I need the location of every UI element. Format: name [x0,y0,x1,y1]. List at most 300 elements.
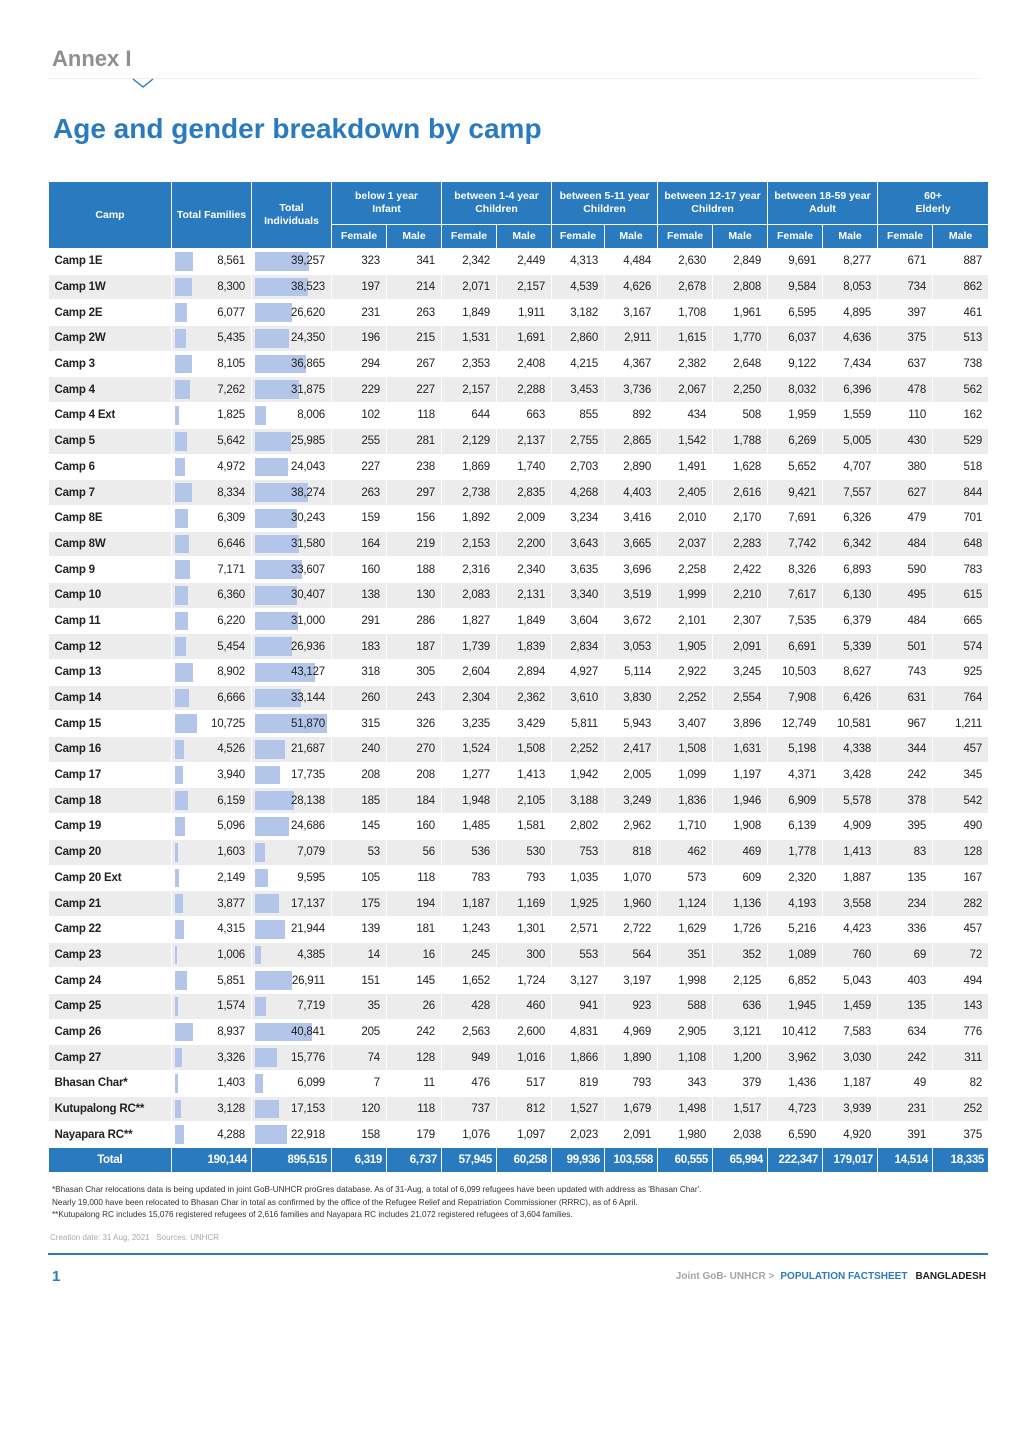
total-cell: 179,017 [823,1148,878,1173]
table-cell: 1,740 [497,454,552,480]
cell-value: 7,079 [297,846,325,859]
table-row [49,1122,989,1148]
table-cell: 194 [387,891,442,917]
annex-divider [48,78,980,79]
table-cell: 375 [878,326,933,352]
table-cell: 1,498 [658,1096,713,1122]
table-cell: 490 [933,814,989,840]
total-families-cell [172,1019,252,1045]
camp-name-cell: Camp 22 [49,916,172,942]
table-cell: 1,099 [658,762,713,788]
table-cell: 2,038 [713,1122,768,1148]
table-row [49,814,989,840]
total-families-cell [172,1045,252,1071]
table-cell: 10,412 [768,1019,823,1045]
table-cell: 7,742 [768,531,823,557]
table-cell: 476 [442,1071,497,1097]
camp-name-cell: Camp 20 Ext [49,865,172,891]
table-cell: 10,503 [768,660,823,686]
table-cell: 737 [442,1096,497,1122]
table-cell: 508 [713,403,768,429]
table-cell: 267 [387,351,442,377]
table-row [49,274,989,300]
table-cell: 35 [332,993,387,1019]
table-cell: 3,736 [605,377,658,403]
table-cell: 1,187 [442,891,497,917]
total-individuals-cell [252,916,332,942]
table-row [49,300,989,326]
table-cell: 5,198 [768,737,823,763]
table-cell: 434 [658,403,713,429]
table-cell: 4,313 [552,249,605,275]
table-cell: 135 [878,993,933,1019]
total-families-cell [172,505,252,531]
table-cell: 397 [878,300,933,326]
table-row [49,968,989,994]
table-cell: 529 [933,428,989,454]
total-individuals-cell [252,1045,332,1071]
table-cell: 162 [933,403,989,429]
table-cell: 351 [658,942,713,968]
table-cell: 5,216 [768,916,823,942]
table-cell: 3,416 [605,505,658,531]
total-individuals-cell [252,428,332,454]
cell-value: 17,153 [291,1103,325,1116]
total-families-cell [172,403,252,429]
camp-name-cell: Camp 11 [49,608,172,634]
cell-value: 8,561 [217,255,245,268]
table-cell: 56 [387,839,442,865]
table-cell: 1,629 [658,916,713,942]
table-cell: 8,032 [768,377,823,403]
footer-brand [676,1271,986,1282]
table-cell: 2,554 [713,685,768,711]
cell-value: 6,309 [217,512,245,525]
table-cell: 3,672 [605,608,658,634]
table-cell: 1,016 [497,1045,552,1071]
col-group-header: between 18-59 year Adult [768,182,878,225]
table-cell: 4,371 [768,762,823,788]
table-cell: 208 [332,762,387,788]
cell-value: 6,099 [297,1077,325,1090]
cell-value: 24,350 [291,332,325,345]
table-cell: 128 [387,1045,442,1071]
total-individuals-cell [252,1019,332,1045]
table-cell: 1,778 [768,839,823,865]
table-row [49,839,989,865]
table-cell: 252 [933,1096,989,1122]
cell-value: 5,642 [217,435,245,448]
table-cell: 2,563 [442,1019,497,1045]
table-cell: 128 [933,839,989,865]
table-cell: 2,422 [713,557,768,583]
table-cell: 242 [878,1045,933,1071]
table-cell: 2,320 [768,865,823,891]
total-families-cell [172,916,252,942]
table-cell: 2,849 [713,249,768,275]
table-cell: 760 [823,942,878,968]
table-cell: 375 [933,1122,989,1148]
cell-value: 51,870 [291,717,325,730]
table-cell: 3,121 [713,1019,768,1045]
table-cell: 457 [933,737,989,763]
table-cell: 3,962 [768,1045,823,1071]
cell-value: 7,262 [217,383,245,396]
table-row [49,582,989,608]
table-cell: 949 [442,1045,497,1071]
cell-value: 1,603 [217,846,245,859]
table-row [49,428,989,454]
camp-name-cell: Camp 15 [49,711,172,737]
table-cell: 753 [552,839,605,865]
table-cell: 3,604 [552,608,605,634]
table-cell: 4,636 [823,326,878,352]
table-cell: 3,643 [552,531,605,557]
total-cell: 18,335 [933,1148,989,1173]
table-cell: 231 [878,1096,933,1122]
table-cell: 1,679 [605,1096,658,1122]
camp-name-cell: Camp 10 [49,582,172,608]
table-cell: 1,243 [442,916,497,942]
camp-name-cell: Camp 2W [49,326,172,352]
table-cell: 941 [552,993,605,1019]
table-cell: 3,188 [552,788,605,814]
table-cell: 4,626 [605,274,658,300]
total-cell: 222,347 [768,1148,823,1173]
table-cell: 479 [878,505,933,531]
camp-name-cell: Camp 19 [49,814,172,840]
page-number: 1 [52,1268,61,1285]
cell-value: 36,865 [291,358,325,371]
table-cell: 1,459 [823,993,878,1019]
total-individuals-cell [252,403,332,429]
table-cell: 4,215 [552,351,605,377]
table-cell: 282 [933,891,989,917]
cell-value: 38,523 [291,281,325,294]
table-cell: 1,960 [605,891,658,917]
table-cell: 4,969 [605,1019,658,1045]
table-cell: 2,616 [713,480,768,506]
table-cell: 462 [658,839,713,865]
table-cell: 118 [387,403,442,429]
cell-value: 26,936 [291,640,325,653]
table-cell: 3,665 [605,531,658,557]
total-individuals-cell [252,1122,332,1148]
table-cell: 8,326 [768,557,823,583]
table-cell: 2,083 [442,582,497,608]
table-cell: 2,802 [552,814,605,840]
table-cell: 143 [933,993,989,1019]
table-row [49,505,989,531]
table-cell: 188 [387,557,442,583]
table-cell: 819 [552,1071,605,1097]
cell-value: 1,006 [217,948,245,961]
cell-value: 4,288 [217,1128,245,1141]
table-cell: 175 [332,891,387,917]
table-cell: 6,139 [768,814,823,840]
table-cell: 3,053 [605,634,658,660]
table-cell: 2,405 [658,480,713,506]
table-cell: 3,245 [713,660,768,686]
table-cell: 2,288 [497,377,552,403]
camp-name-cell: Camp 25 [49,993,172,1019]
table-cell: 1,108 [658,1045,713,1071]
table-cell: 3,167 [605,300,658,326]
table-cell: 636 [713,993,768,1019]
table-cell: 573 [658,865,713,891]
table-cell: 297 [387,480,442,506]
cell-value: 30,407 [291,589,325,602]
table-cell: 380 [878,454,933,480]
table-cell: 671 [878,249,933,275]
cell-value: 2,149 [217,871,245,884]
table-cell: 2,010 [658,505,713,531]
totals-label: Total [49,1148,172,1173]
table-cell: 1,485 [442,814,497,840]
col-header-female: Female [552,225,605,249]
camp-name-cell: Camp 1W [49,274,172,300]
table-cell: 1,413 [823,839,878,865]
table-cell: 2,157 [442,377,497,403]
total-families-cell [172,865,252,891]
table-cell: 2,009 [497,505,552,531]
table-cell: 395 [878,814,933,840]
table-row [49,788,989,814]
camp-name-cell: Camp 2E [49,300,172,326]
table-cell: 1,436 [768,1071,823,1097]
table-cell: 2,353 [442,351,497,377]
table-cell: 238 [387,454,442,480]
camp-name-cell: Camp 23 [49,942,172,968]
cell-value: 6,646 [217,537,245,550]
table-row [49,377,989,403]
cell-value: 26,911 [291,974,325,987]
table-cell: 631 [878,685,933,711]
total-families-cell [172,942,252,968]
table-cell: 1,277 [442,762,497,788]
table-cell: 9,584 [768,274,823,300]
page-title: Age and gender breakdown by camp [53,113,542,144]
cell-value: 5,851 [217,974,245,987]
table-row [49,403,989,429]
table-cell: 214 [387,274,442,300]
table-cell: 3,635 [552,557,605,583]
table-cell: 4,831 [552,1019,605,1045]
total-cell: 6,737 [387,1148,442,1173]
table-cell: 518 [933,454,989,480]
table-cell: 240 [332,737,387,763]
table-cell: 138 [332,582,387,608]
table-cell: 2,808 [713,274,768,300]
cell-value: 17,735 [291,769,325,782]
total-individuals-cell [252,377,332,403]
table-cell: 197 [332,274,387,300]
table-cell: 4,423 [823,916,878,942]
table-cell: 743 [878,660,933,686]
cell-value: 10,725 [211,717,245,730]
camp-name-cell: Camp 9 [49,557,172,583]
table-cell: 2,905 [658,1019,713,1045]
table-cell: 494 [933,968,989,994]
total-individuals-cell [252,531,332,557]
table-cell: 574 [933,634,989,660]
table-cell: 9,691 [768,249,823,275]
table-cell: 2,834 [552,634,605,660]
total-families-cell [172,300,252,326]
table-cell: 1,946 [713,788,768,814]
table-cell: 145 [332,814,387,840]
table-cell: 6,037 [768,326,823,352]
table-cell: 1,890 [605,1045,658,1071]
table-cell: 793 [497,865,552,891]
table-row [49,1096,989,1122]
table-cell: 2,417 [605,737,658,763]
table-row [49,660,989,686]
cell-value: 43,127 [291,666,325,679]
cell-value: 3,940 [217,769,245,782]
footnote: **Kutupalong RC includes 15,076 registered refugees of 2,616 families and Nayapara RC includes 21,072 registered refugees of 3,604 families. [52,1210,573,1219]
table-cell: 644 [442,403,497,429]
table-cell: 892 [605,403,658,429]
table-cell: 1,708 [658,300,713,326]
table-cell: 6,269 [768,428,823,454]
col-header-male: Male [713,225,768,249]
table-cell: 2,703 [552,454,605,480]
table-cell: 776 [933,1019,989,1045]
table-cell: 5,578 [823,788,878,814]
table-cell: 5,652 [768,454,823,480]
table-cell: 1,652 [442,968,497,994]
table-cell: 1,035 [552,865,605,891]
total-individuals-cell [252,582,332,608]
total-families-cell [172,685,252,711]
table-cell: 2,137 [497,428,552,454]
total-families-cell [172,557,252,583]
table-cell: 738 [933,351,989,377]
col-header-total-families: Total Families [172,182,252,249]
table-cell: 2,129 [442,428,497,454]
total-individuals-cell [252,685,332,711]
table-cell: 3,249 [605,788,658,814]
table-cell: 818 [605,839,658,865]
table-row [49,531,989,557]
table-cell: 294 [332,351,387,377]
camp-name-cell: Camp 8W [49,531,172,557]
cell-value: 6,159 [217,794,245,807]
table-cell: 3,830 [605,685,658,711]
table-cell: 2,678 [658,274,713,300]
cell-value: 38,274 [291,486,325,499]
table-cell: 1,542 [658,428,713,454]
table-cell: 461 [933,300,989,326]
table-cell: 4,707 [823,454,878,480]
table-cell: 341 [387,249,442,275]
col-header-female: Female [658,225,713,249]
total-individuals-cell [252,968,332,994]
cell-value: 15,776 [291,1051,325,1064]
table-cell: 1,070 [605,865,658,891]
table-cell: 1,136 [713,891,768,917]
table-cell: 564 [605,942,658,968]
table-cell: 495 [878,582,933,608]
footer-country: BANGLADESH [915,1271,986,1282]
table-cell: 2,342 [442,249,497,275]
cell-value: 1,825 [217,409,245,422]
total-cell: 57,945 [442,1148,497,1173]
total-families-cell [172,351,252,377]
cell-value: 8,105 [217,358,245,371]
table-cell: 1,788 [713,428,768,454]
camp-name-cell: Kutupalong RC** [49,1096,172,1122]
col-group-header: between 5-11 year Children [552,182,658,225]
total-families-cell [172,454,252,480]
table-cell: 2,005 [605,762,658,788]
camp-name-cell: Camp 27 [49,1045,172,1071]
table-cell: 1,905 [658,634,713,660]
table-cell: 120 [332,1096,387,1122]
total-cell: 895,515 [252,1148,332,1173]
table-cell: 345 [933,762,989,788]
table-row [49,634,989,660]
table-cell: 2,210 [713,582,768,608]
table-cell: 4,484 [605,249,658,275]
table-row [49,993,989,1019]
table-cell: 3,429 [497,711,552,737]
table-cell: 4,723 [768,1096,823,1122]
table-cell: 118 [387,865,442,891]
table-cell: 1,508 [658,737,713,763]
table-cell: 286 [387,608,442,634]
table-cell: 2,258 [658,557,713,583]
camp-name-cell: Nayapara RC** [49,1122,172,1148]
camp-name-cell: Camp 5 [49,428,172,454]
table-cell: 263 [332,480,387,506]
table-row [49,891,989,917]
total-families-cell [172,711,252,737]
table-cell: 6,396 [823,377,878,403]
table-cell: 1,301 [497,916,552,942]
table-row [49,865,989,891]
table-cell: 1,999 [658,582,713,608]
table-cell: 501 [878,634,933,660]
footer-doc: POPULATION FACTSHEET [780,1271,908,1282]
table-cell: 1,908 [713,814,768,840]
table-cell: 215 [387,326,442,352]
table-cell: 1,531 [442,326,497,352]
table-cell: 1,887 [823,865,878,891]
table-row [49,916,989,942]
total-individuals-cell [252,814,332,840]
cell-value: 26,620 [291,306,325,319]
table-cell: 2,911 [605,326,658,352]
table-cell: 8,053 [823,274,878,300]
table-cell: 49 [878,1071,933,1097]
table-cell: 665 [933,608,989,634]
table-cell: 2,835 [497,480,552,506]
table-cell: 391 [878,1122,933,1148]
col-group-header: below 1 year Infant [332,182,442,225]
table-cell: 783 [933,557,989,583]
camp-name-cell: Camp 4 Ext [49,403,172,429]
total-families-cell [172,608,252,634]
col-group-header: between 12-17 year Children [658,182,768,225]
table-cell: 234 [878,891,933,917]
table-cell: 6,342 [823,531,878,557]
total-individuals-cell [252,608,332,634]
table-cell: 1,849 [442,300,497,326]
table-cell: 2,131 [497,582,552,608]
table-row [49,454,989,480]
